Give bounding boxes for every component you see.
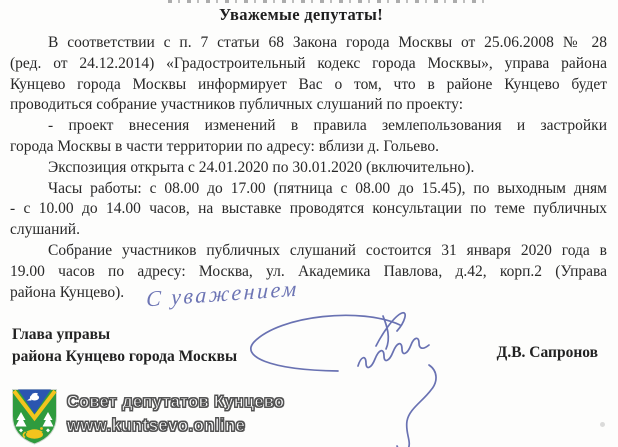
body-line: - проект внесения изменений в правила землепользования и застройки	[48, 117, 607, 135]
letter-heading: Уважемые депутаты!	[219, 5, 383, 24]
org-name: Совет депутатов Кунцево	[67, 392, 285, 411]
body-line: Кунцево города Москвы информирует Вас о том, что в районе Кунцево будет	[10, 75, 607, 93]
body-line: 19.00 часов по адресу: Москва, ул. Академика Павлова, д.42, корп.2 (Управа	[10, 262, 607, 280]
body-line: Часы работы: с 08.00 до 17.00 (пятница с 08.00 до 15.45), по выходным дням	[48, 179, 607, 197]
body-line: слушаний.	[10, 221, 80, 239]
signer-title-line2: района Кунцево города Москвы	[12, 347, 238, 365]
body-line: Экспозиция открыта с 24.01.2020 по 30.01.2020 (включительно).	[48, 158, 475, 176]
body-line: района Кунцево).	[10, 283, 125, 301]
body-line: проводиться собрание участников публичных слушаний по проекту:	[10, 96, 464, 114]
letter-body	[10, 33, 607, 303]
body-line: В соответствии с п. 7 статьи 68 Закона города Москвы от 25.06.2008 № 28	[48, 34, 607, 51]
signer-title-line1: Глава управы	[12, 326, 111, 343]
website-url: www.kuntsevo.online	[67, 415, 246, 435]
scan-speck	[600, 422, 605, 427]
signer-name: Д.В. Сапронов	[496, 344, 598, 361]
footer-logo	[11, 388, 296, 446]
body-line: города Москвы в части территории по адресу: вблизи д. Гольево.	[10, 137, 439, 155]
body-line: - с 10.00 до 14.00 часов, на выставке проводятся консультации по теме публичных	[10, 200, 607, 218]
signer-title	[12, 324, 352, 367]
body-line: Собрание участников публичных слушаний состоится 31 января 2020 года в	[48, 241, 607, 259]
kuntsevo-coat-of-arms-icon	[11, 388, 58, 446]
body-line: (ред. от 24.12.2014) «Градостроительный кодекс города Москвы», управа района	[10, 54, 607, 72]
handwritten-closing: С уважением	[145, 275, 300, 312]
footer-logo-text	[67, 388, 296, 436]
cropped-text-remnant	[168, 0, 486, 3]
